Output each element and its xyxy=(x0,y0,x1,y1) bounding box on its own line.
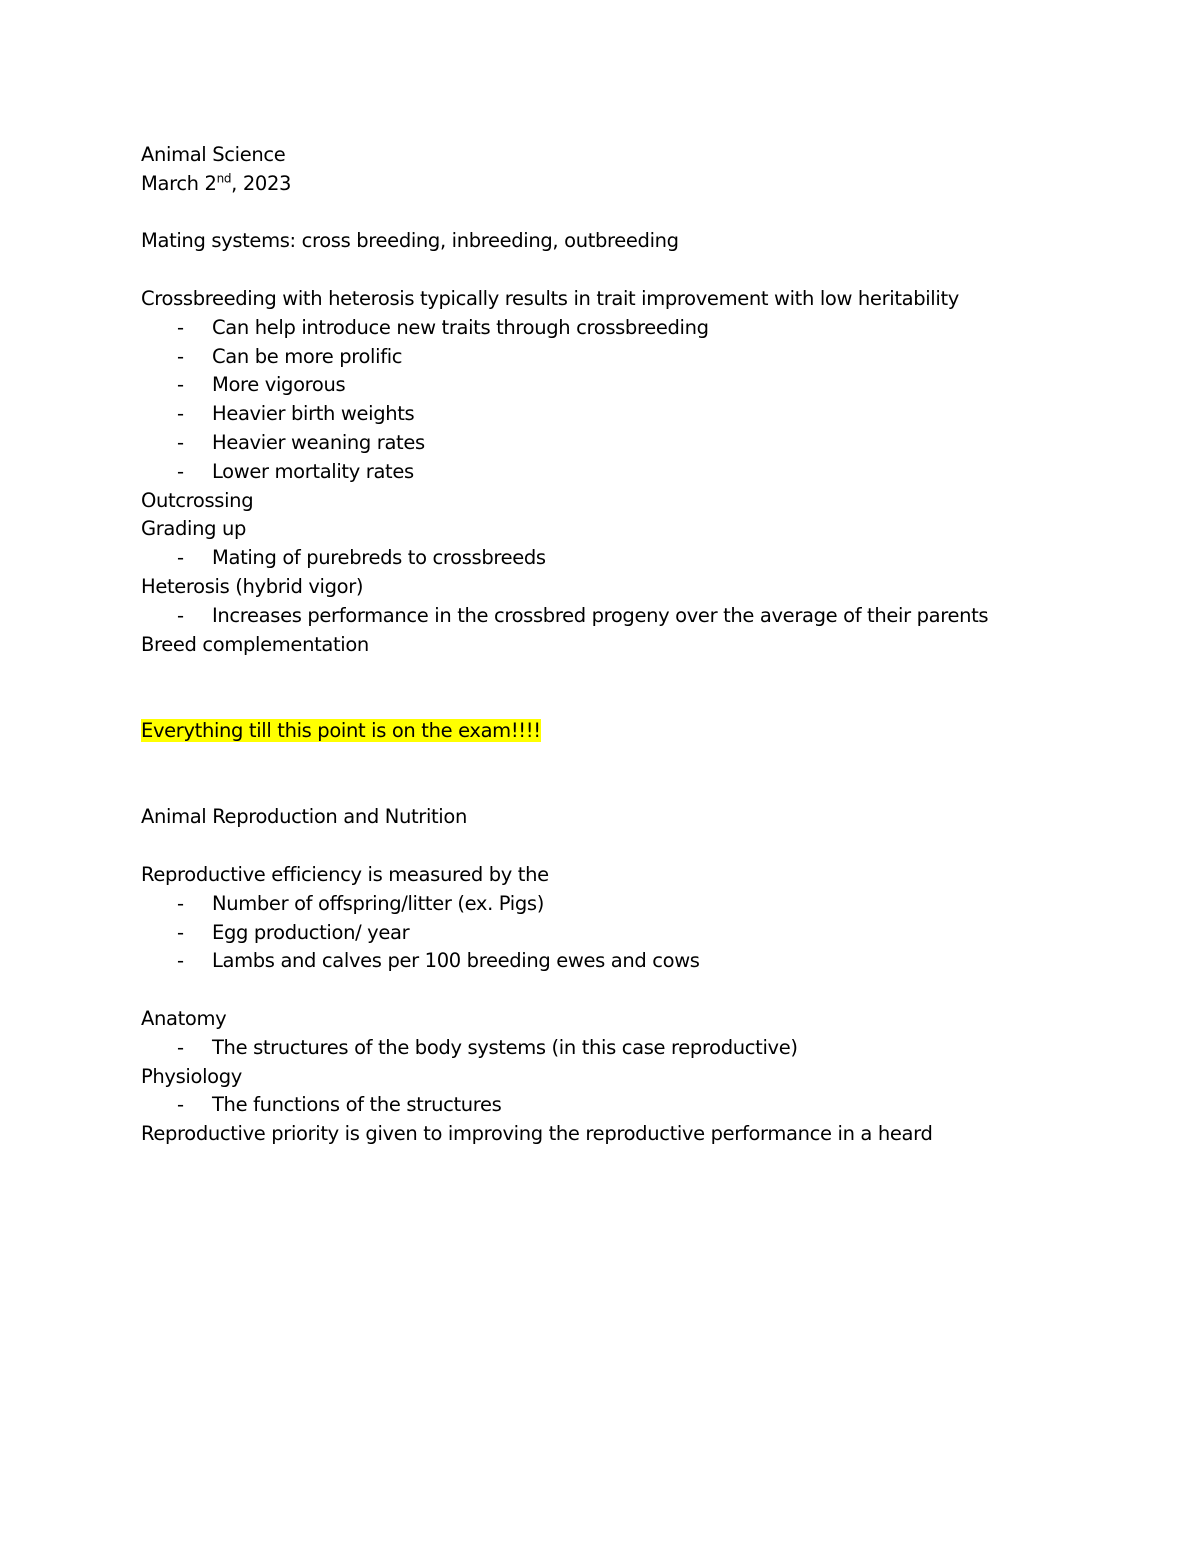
anatomy-heading: Anatomy xyxy=(141,1006,227,1030)
bullet-dash: - xyxy=(177,603,184,627)
crossbreeding-heading: Crossbreeding with heterosis typically results in trait improvement with low heritability xyxy=(141,286,959,310)
exam-note-highlight: Everything till this point is on the exam!!!! xyxy=(141,718,541,742)
date-suffix: nd xyxy=(216,171,232,186)
bullet-dash: - xyxy=(177,344,184,368)
bullet-dash: - xyxy=(177,1093,184,1117)
reproductive-efficiency-heading: Reproductive efficiency is measured by the xyxy=(141,862,549,886)
course-title: Animal Science xyxy=(141,143,286,166)
outcrossing-heading: Outcrossing xyxy=(141,488,254,512)
list-item-text: Heavier birth weights xyxy=(212,402,415,426)
list-item xyxy=(141,919,1141,948)
bullet-dash: - xyxy=(177,1035,184,1059)
list-item-text: Can be more prolific xyxy=(212,344,403,368)
breed-complementation-heading: Breed complementation xyxy=(141,632,369,656)
list-item-text: Number of offspring/litter (ex. Pigs) xyxy=(212,891,544,915)
list-item-text: Lambs and calves per 100 breeding ewes and cows xyxy=(212,949,700,973)
list-item xyxy=(141,890,1141,919)
bullet-dash: - xyxy=(177,891,184,915)
bullet-dash: - xyxy=(177,949,184,973)
blank-line xyxy=(141,256,1141,285)
list-item xyxy=(141,947,1141,976)
blank-line xyxy=(141,746,1141,775)
list-item-text: Heavier weaning rates xyxy=(212,430,425,454)
list-item xyxy=(141,544,1141,573)
date-year: , 2023 xyxy=(231,171,292,195)
list-item xyxy=(141,400,1141,429)
list-item xyxy=(141,429,1141,458)
blank-line xyxy=(141,688,1141,717)
bullet-dash: - xyxy=(177,459,184,483)
blank-line xyxy=(141,199,1141,228)
list-item-text: More vigorous xyxy=(212,373,346,397)
list-item xyxy=(141,343,1141,372)
blank-line xyxy=(141,976,1141,1005)
list-item xyxy=(141,602,1141,631)
list-item-text: Increases performance in the crossbred progeny over the average of their parents xyxy=(212,603,989,627)
bullet-dash: - xyxy=(177,920,184,944)
list-item xyxy=(141,458,1141,487)
bullet-dash: - xyxy=(177,315,184,339)
list-item-text: The functions of the structures xyxy=(212,1093,502,1117)
bullet-dash: - xyxy=(177,373,184,397)
blank-line xyxy=(141,775,1141,804)
list-item xyxy=(141,371,1141,400)
bullet-dash: - xyxy=(177,430,184,454)
mating-systems-line: Mating systems: cross breeding, inbreeding, outbreeding xyxy=(141,229,679,253)
list-item-text: Can help introduce new traits through crossbreeding xyxy=(212,315,709,339)
bullet-dash: - xyxy=(177,546,184,570)
list-item-text: Mating of purebreds to crossbreeds xyxy=(212,546,546,570)
document-page xyxy=(141,141,1141,1149)
exam-note-line xyxy=(141,717,1141,746)
reproductive-priority-line: Reproductive priority is given to improving the reproductive performance in a heard xyxy=(141,1122,933,1146)
physiology-heading: Physiology xyxy=(141,1064,242,1088)
list-item-text: Lower mortality rates xyxy=(212,459,414,483)
list-item xyxy=(141,1091,1141,1120)
blank-line xyxy=(141,659,1141,688)
bullet-dash: - xyxy=(177,402,184,426)
list-item xyxy=(141,1034,1141,1063)
heterosis-heading: Heterosis (hybrid vigor) xyxy=(141,574,364,598)
list-item-text: Egg production/ year xyxy=(212,920,410,944)
list-item-text: The structures of the body systems (in this case reproductive) xyxy=(212,1035,798,1059)
grading-up-heading: Grading up xyxy=(141,517,247,541)
blank-line xyxy=(141,832,1141,861)
date-month: March 2 xyxy=(141,171,217,195)
section-title: Animal Reproduction and Nutrition xyxy=(141,805,467,829)
date-line xyxy=(141,170,1141,199)
list-item xyxy=(141,314,1141,343)
